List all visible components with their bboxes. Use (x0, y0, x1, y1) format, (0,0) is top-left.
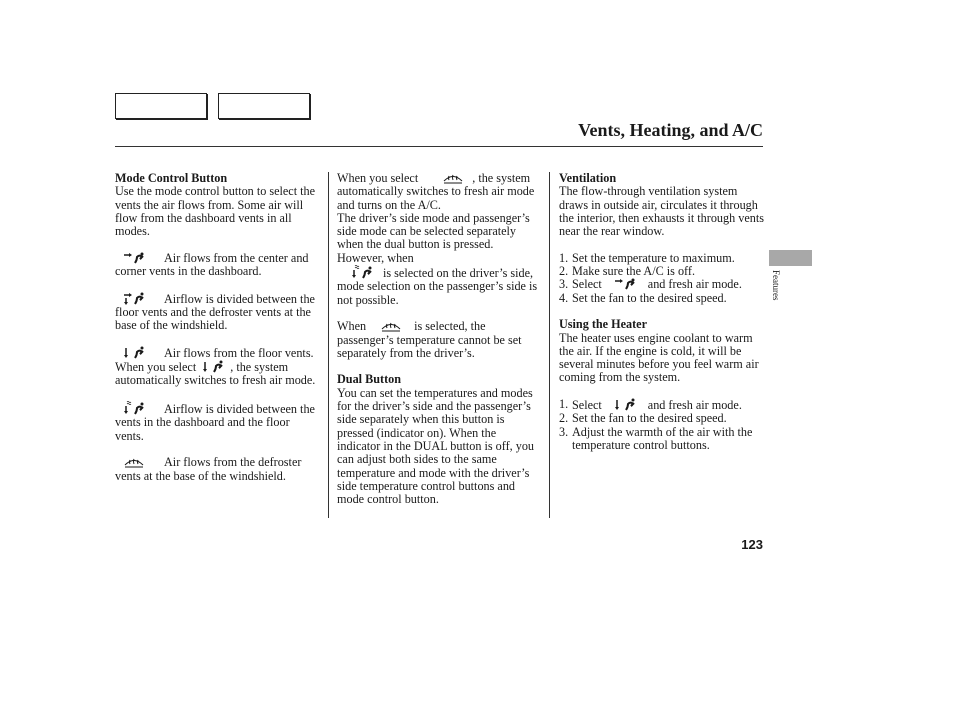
section-heading: Dual Button (337, 372, 402, 387)
section-heading: Mode Control Button (115, 171, 228, 185)
mode-description (115, 346, 319, 388)
mode-text: Air flows from the defroster vents at the base of the windshield. (115, 455, 302, 483)
vent-floor-defrost-icon (351, 265, 373, 279)
paragraph-text: The driver’s side mode and passenger’s side mode can be selected separately when the dual button is pressed. However, when (337, 210, 530, 265)
mode-description (115, 252, 319, 279)
paragraph: Use the mode control button to select the vents the air flows from. Some air will flow from the dashboard vents in all modes. (115, 184, 316, 239)
list-item (559, 252, 764, 265)
paragraph (337, 320, 541, 360)
column-mode-control (115, 172, 319, 483)
ventilation-steps (559, 252, 764, 305)
step-text: Set the temperature to maximum. (572, 250, 735, 265)
defrost-icon (123, 456, 145, 468)
vent-dashboard-icon (614, 278, 636, 290)
mode-text: Airflow is divided between the floor vents and the defroster vents at the base of the windshield. (115, 291, 315, 333)
vent-floor-icon (123, 346, 145, 359)
list-item (559, 278, 764, 291)
list-item (559, 426, 764, 453)
defrost-icon (442, 172, 464, 184)
mode-description (115, 456, 319, 483)
paragraph-text: , the system automatically switches to fresh air mode and turns on the A/C. (337, 171, 535, 212)
heater-steps (559, 398, 764, 452)
paragraph-text: is selected on the driver’s side, mode selection on the passenger’s side is not possible. (337, 266, 538, 307)
paragraph: The heater uses engine coolant to warm the air. If the engine is cold, it will be several minutes before you feel warm air coming from the system. (559, 330, 759, 385)
defrost-icon (380, 320, 402, 332)
step-number: 2. (559, 264, 569, 279)
paragraph: You can set the temperatures and modes for the driver’s side and the passenger’s side separately when this button is pressed (indicator on). When the indicator in the DUAL button is off, you can adjust both sides to the same temperature and mode with the driver’s side temperature control buttons and mode control button. (337, 385, 535, 507)
step-text: Adjust the warmth of the air with the temperature control buttons. (572, 424, 753, 452)
page-number: 123 (741, 537, 763, 552)
step-number: 4. (559, 290, 569, 305)
nav-tab-box-1 (115, 93, 207, 119)
mode-text: Air flows from the center and corner vents in the dashboard. (115, 250, 309, 279)
vent-floor-defrost-icon (123, 401, 145, 415)
section-heading: Using the Heater (559, 317, 648, 332)
step-number: 2. (559, 411, 569, 426)
column-ventilation-heater (559, 172, 764, 452)
section-heading: Ventilation (559, 171, 617, 185)
section-tab-label: Features (771, 270, 781, 301)
list-item (559, 398, 764, 412)
mode-text: Air flows from the floor vents. When you select (115, 345, 314, 375)
mode-text: , the system automatically switches to fresh air mode. (115, 360, 316, 388)
section-tab-marker (769, 250, 812, 266)
mode-text: Airflow is divided between the vents in the dashboard and the floor vents. (115, 402, 315, 443)
column-divider (549, 172, 550, 518)
step-text: and fresh air mode. (647, 398, 742, 413)
paragraph-text: When (337, 319, 367, 334)
paragraph-text: is selected, the passenger’s temperature cannot be set separately from the driver’s. (337, 319, 522, 360)
list-item (559, 292, 764, 305)
step-text: Set the fan to the desired speed. (572, 411, 727, 426)
nav-tab-box-2 (218, 93, 310, 119)
list-item (559, 412, 764, 425)
step-text: Set the fan to the desired speed. (572, 290, 727, 305)
step-text: Select (572, 277, 602, 292)
mode-description (115, 401, 319, 443)
mode-description (115, 292, 319, 333)
step-text: Select (572, 398, 602, 413)
step-number: 3. (559, 277, 569, 292)
vent-bilevel-icon (123, 292, 145, 305)
step-number: 3. (559, 424, 569, 439)
paragraph (337, 172, 541, 212)
vent-floor-icon (614, 398, 636, 411)
list-item (559, 265, 764, 278)
paragraph: The flow-through ventilation system draws in outside air, circulates it through the interior, then exhausts it through vents near the rear window. (559, 184, 764, 239)
column-divider (328, 172, 329, 518)
page-title: Vents, Heating, and A/C (578, 120, 763, 140)
step-text: Make sure the A/C is off. (572, 264, 695, 279)
paragraph (337, 212, 541, 307)
paragraph-text: When you select (337, 171, 419, 185)
title-rule (115, 146, 763, 147)
step-number: 1. (559, 250, 569, 265)
column-defrost-dual (337, 172, 541, 506)
step-number: 1. (559, 397, 569, 412)
vent-floor-icon (202, 360, 224, 373)
vent-dashboard-icon (123, 252, 145, 264)
step-text: and fresh air mode. (647, 277, 742, 292)
